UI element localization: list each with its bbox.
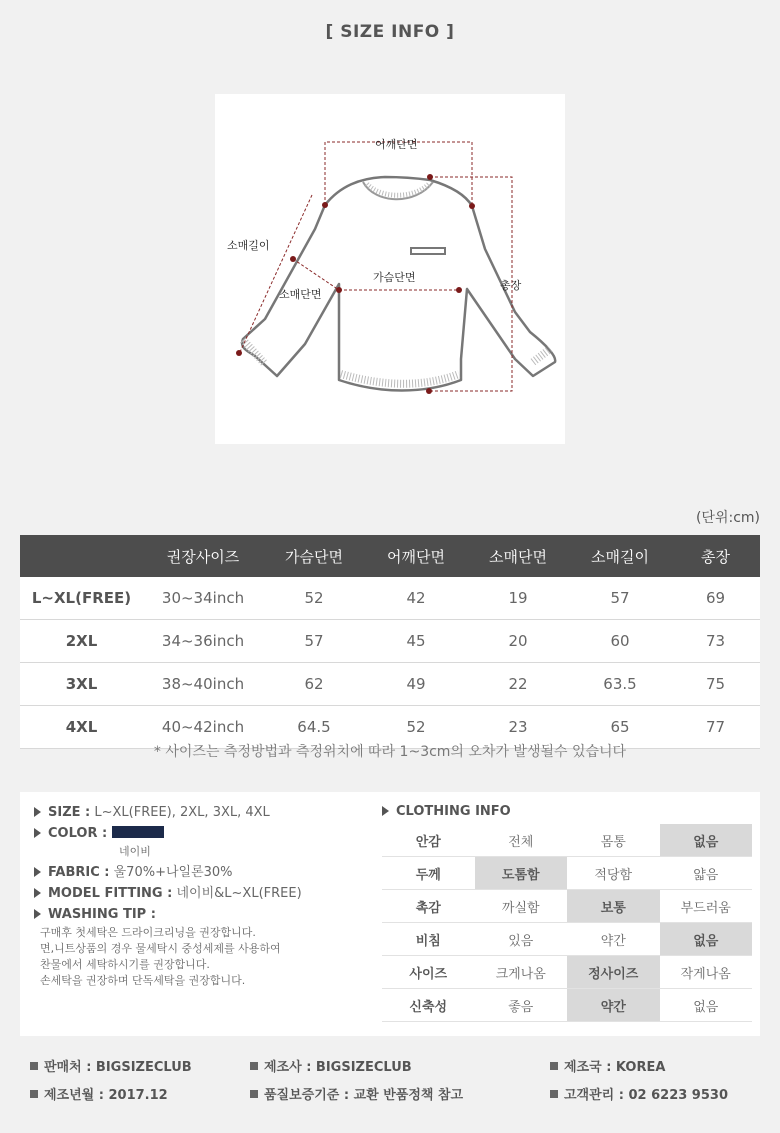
triangle-bullet-icon (34, 828, 41, 838)
table-cell: 40~42inch (143, 706, 263, 749)
color-swatch (112, 826, 164, 838)
clothing-option: 없음 (660, 989, 753, 1022)
footer-seller-text: 판매처 : BIGSIZECLUB (44, 1060, 192, 1075)
header-cell: 어깨단면 (365, 535, 467, 577)
clothing-info-row (382, 923, 752, 956)
clothing-info-row (382, 989, 752, 1022)
unit-note: (단위:cm) (695, 510, 760, 526)
table-row (20, 663, 760, 706)
measurement-note: * 사이즈는 측정방법과 측정위치에 따라 1~3cm의 오차가 발생될수 있습니다 (153, 744, 627, 760)
header-cell: 가슴단면 (263, 535, 365, 577)
size-info-value: L~XL(FREE), 2XL, 3XL, 4XL (94, 805, 270, 820)
header-cell: 소매단면 (467, 535, 569, 577)
square-bullet-icon (550, 1090, 558, 1098)
square-bullet-icon (30, 1062, 38, 1070)
square-bullet-icon (550, 1062, 558, 1070)
total-length-label: 총장 (500, 279, 522, 292)
clothing-info-row (382, 890, 752, 923)
clothing-option: 얇음 (660, 857, 753, 890)
clothing-option: 부드러움 (660, 890, 753, 923)
sleeve-width-label: 소매단면 (279, 288, 322, 301)
table-cell: 45 (365, 620, 467, 663)
page-title: [ SIZE INFO ] (325, 22, 455, 42)
table-cell: 57 (263, 620, 365, 663)
clothing-option: 크게나옴 (475, 956, 568, 989)
triangle-bullet-icon (34, 807, 41, 817)
square-bullet-icon (30, 1090, 38, 1098)
fabric-info-row (34, 862, 384, 883)
square-bullet-icon (250, 1090, 258, 1098)
table-cell: 69 (671, 577, 760, 620)
footer-row (30, 1084, 760, 1112)
clothing-option: 없음 (660, 824, 753, 857)
footer-maker (250, 1056, 412, 1075)
color-info-label: COLOR : (48, 826, 108, 841)
chest-label: 가슴단면 (373, 271, 416, 284)
table-row (20, 577, 760, 620)
clothing-attribute: 안감 (382, 824, 475, 857)
clothing-option: 있음 (475, 923, 568, 956)
clothing-info (382, 802, 754, 1022)
size-name: 4XL (20, 706, 143, 749)
clothing-attribute: 신축성 (382, 989, 475, 1022)
size-name: L~XL(FREE) (20, 577, 143, 620)
footer-warranty-text: 품질보증기준 : 교환 반품정책 참고 (264, 1088, 464, 1103)
color-name: 네이비 (119, 845, 151, 858)
header-cell: 권장사이즈 (143, 535, 263, 577)
size-table (20, 535, 760, 749)
table-cell: 65 (569, 706, 671, 749)
table-cell: 60 (569, 620, 671, 663)
table-cell: 22 (467, 663, 569, 706)
washing-info-label: WASHING TIP : (48, 907, 156, 922)
shoulder-label: 어깨단면 (375, 138, 418, 151)
table-cell: 23 (467, 706, 569, 749)
table-cell: 52 (263, 577, 365, 620)
footer-country-text: 제조국 : KOREA (564, 1060, 666, 1075)
product-info-panel (20, 792, 760, 1036)
clothing-info-row (382, 956, 752, 989)
washing-tip-line: 구매후 첫세탁은 드라이크리닝을 권장합니다. (40, 926, 256, 939)
clothing-info-row (382, 824, 752, 857)
clothing-option: 적당함 (567, 857, 660, 890)
clothing-attribute: 사이즈 (382, 956, 475, 989)
table-cell: 63.5 (569, 663, 671, 706)
washing-tip-line: 손세탁을 권장하며 단독세탁을 권장합니다. (40, 974, 246, 987)
color-info-row (34, 823, 384, 844)
washing-tip-line: 면,니트상품의 경우 물세탁시 중성세제를 사용하여 (40, 942, 281, 955)
triangle-bullet-icon (382, 806, 389, 816)
clothing-info-table (382, 824, 752, 1022)
clothing-option: 몸통 (567, 824, 660, 857)
clothing-option: 좋음 (475, 989, 568, 1022)
table-cell: 19 (467, 577, 569, 620)
table-cell: 42 (365, 577, 467, 620)
size-table-header (20, 535, 760, 577)
product-details (34, 802, 384, 989)
header-cell: 소매길이 (569, 535, 671, 577)
clothing-option: 없음 (660, 923, 753, 956)
header-cell: 총장 (671, 535, 760, 577)
footer-country (550, 1056, 665, 1075)
clothing-option: 까실함 (475, 890, 568, 923)
clothing-attribute: 촉감 (382, 890, 475, 923)
header-cell (20, 535, 143, 577)
triangle-bullet-icon (34, 888, 41, 898)
table-row (20, 620, 760, 663)
footer-row (30, 1056, 760, 1084)
footer-date-text: 제조년월 : 2017.12 (44, 1088, 168, 1103)
clothing-attribute: 비침 (382, 923, 475, 956)
clothing-option: 약간 (567, 923, 660, 956)
clothing-option: 전체 (475, 824, 568, 857)
sleeve-length-label: 소매길이 (227, 239, 270, 252)
table-cell: 52 (365, 706, 467, 749)
table-cell: 38~40inch (143, 663, 263, 706)
model-info-row (34, 883, 384, 904)
footer-warranty (250, 1084, 463, 1103)
model-info-value: 네이비&L~XL(FREE) (176, 886, 302, 901)
fabric-info-value: 울70%+나일론30% (113, 865, 233, 880)
clothing-attribute: 두께 (382, 857, 475, 890)
footer-maker-text: 제조사 : BIGSIZECLUB (264, 1060, 412, 1075)
triangle-bullet-icon (34, 867, 41, 877)
table-cell: 34~36inch (143, 620, 263, 663)
size-info-row (34, 802, 384, 823)
table-cell: 73 (671, 620, 760, 663)
size-name: 2XL (20, 620, 143, 663)
footer-date (30, 1084, 168, 1103)
table-cell: 64.5 (263, 706, 365, 749)
clothing-info-row (382, 857, 752, 890)
clothing-option: 작게나옴 (660, 956, 753, 989)
size-name: 3XL (20, 663, 143, 706)
fabric-info-label: FABRIC : (48, 865, 110, 880)
footer-cs-text: 고객관리 : 02 6223 9530 (564, 1088, 728, 1103)
size-info-label: SIZE : (48, 805, 91, 820)
table-cell: 62 (263, 663, 365, 706)
clothing-option: 약간 (567, 989, 660, 1022)
table-cell: 77 (671, 706, 760, 749)
table-cell: 30~34inch (143, 577, 263, 620)
table-cell: 75 (671, 663, 760, 706)
table-cell: 20 (467, 620, 569, 663)
footer-cs (550, 1084, 728, 1103)
model-info-label: MODEL FITTING : (48, 886, 173, 901)
clothing-option: 도톰함 (475, 857, 568, 890)
garment-diagram (215, 94, 565, 444)
clothing-option: 보통 (567, 890, 660, 923)
footer-seller (30, 1056, 192, 1075)
washing-info-row (34, 904, 384, 925)
table-cell: 49 (365, 663, 467, 706)
clothing-info-title-text: CLOTHING INFO (396, 804, 511, 819)
square-bullet-icon (250, 1062, 258, 1070)
clothing-option: 정사이즈 (567, 956, 660, 989)
footer-info (30, 1056, 760, 1112)
clothing-info-title (382, 802, 754, 824)
table-cell: 57 (569, 577, 671, 620)
washing-tip-line: 찬물에서 세탁하시기를 권장합니다. (40, 958, 210, 971)
triangle-bullet-icon (34, 909, 41, 919)
